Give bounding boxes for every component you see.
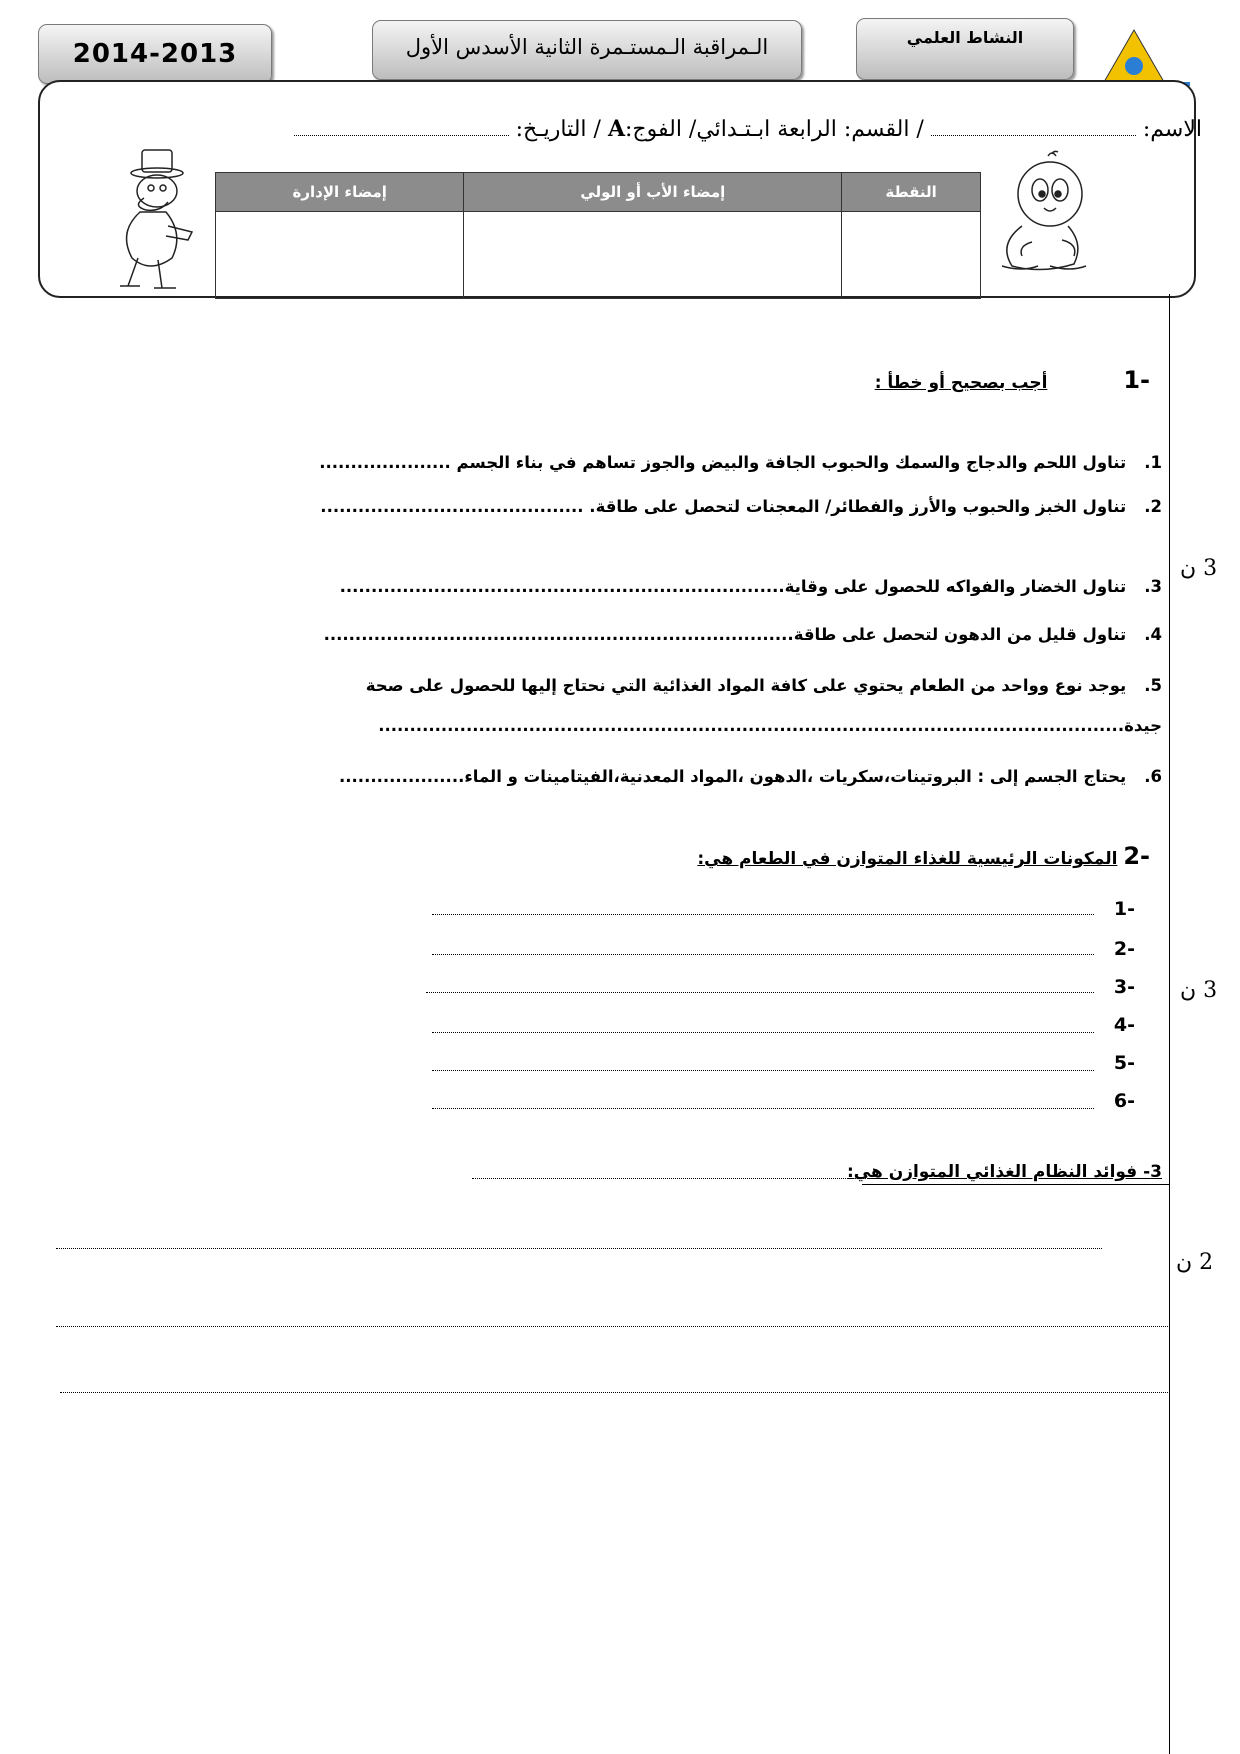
parent-signature-header: إمضاء الأب أو الولي: [464, 173, 842, 212]
q1-item-1: 1. تناول اللحم والدجاج والسمك والحبوب الجافة والبيض والجوز تساهم في بناء الجسم .....................: [319, 453, 1162, 472]
q2-item-4: -4: [1113, 1014, 1135, 1036]
student-info-line: [82, 116, 1202, 142]
question-1-points: 3 ن: [1180, 556, 1218, 581]
date-field[interactable]: [294, 117, 509, 136]
question-2-number: -2: [1123, 842, 1150, 870]
question-2-points: 3 ن: [1180, 978, 1218, 1003]
group-value: A: [607, 116, 626, 142]
q1-item-6: 6. يحتاج الجسم إلى : البروتينات،سكريات ،الدهون ،المواد المعدنية،الفيتامينات و الماء....................: [339, 767, 1162, 786]
q2-answer-line-6[interactable]: [432, 1108, 1094, 1109]
q1-item-5: 5. يوجد نوع وواحد من الطعام يحتوي على كافة المواد الغذائية التي نحتاج إليها للحصول على صحة جيدة.......................................................................................................................: [365, 676, 1162, 735]
q3-answer-line-1[interactable]: [56, 1248, 1102, 1249]
q3-answer-line-2[interactable]: [56, 1326, 1168, 1327]
administration-signature-header: إمضاء الإدارة: [216, 173, 464, 212]
name-field[interactable]: [931, 117, 1136, 136]
q2-item-6: -6: [1113, 1090, 1135, 1112]
question-3-points: 2 ن: [1176, 1250, 1214, 1275]
exam-title-tab: الـمراقبة الـمستـمرة الثانية الأسدس الأول: [372, 20, 802, 80]
question-3-title: 3- فوائد النظام الغذائي المتوازن هي:: [846, 1162, 1162, 1182]
margin-line: [1169, 294, 1170, 1754]
question-1-number: -1: [1123, 366, 1150, 394]
question-1-heading: [875, 366, 1150, 394]
q3-answer-line-3[interactable]: [60, 1392, 1168, 1393]
class-label: / القسم: الرابعة ابـتـدائي/ الفوج:: [625, 117, 924, 142]
q2-item-1: -1: [1113, 898, 1135, 920]
question-1-title: أجب بصحيح أو خطأ :: [874, 373, 1048, 393]
q2-item-3: -3: [1113, 976, 1135, 998]
duck-cartoon-image: [108, 146, 200, 294]
q1-item-3: 3. تناول الخضار والفواكه للحصول على وقاية.......................................................................: [339, 577, 1162, 596]
q2-item-5: -5: [1113, 1052, 1135, 1074]
q2-answer-line-4[interactable]: [432, 1032, 1094, 1033]
question-2-title: المكونات الرئيسية للغذاء المتوازن في الطعام هي:: [697, 849, 1118, 869]
name-label: الاسم:: [1142, 117, 1202, 142]
bird-cartoon-image: [992, 150, 1096, 274]
school-year-tab: 2014-2013: [38, 24, 272, 84]
date-label: / التاريـخ:: [515, 117, 601, 142]
signature-table: [215, 172, 981, 299]
q2-answer-line-1[interactable]: [432, 914, 1094, 915]
q2-item-2: -2: [1113, 938, 1135, 960]
q2-answer-line-2[interactable]: [432, 954, 1094, 955]
parent-signature-cell[interactable]: [464, 212, 842, 299]
q3-answer-line-0[interactable]: [472, 1178, 872, 1179]
q2-answer-line-5[interactable]: [432, 1070, 1094, 1071]
administration-signature-cell[interactable]: [216, 212, 464, 299]
question-2-heading: [697, 842, 1150, 870]
q1-item-2: 2. تناول الخبز والحبوب والأرز والفطائر/ المعجنات لتحصل على طاقة. ..........................................: [320, 497, 1162, 516]
question-3-heading: [847, 1162, 1162, 1182]
q3-underline: [862, 1184, 1170, 1185]
subject-tab: النشاط العلمي: [856, 18, 1074, 80]
q1-item-4: 4. تناول قليل من الدهون لتحصل على طاقة...........................................................................: [323, 625, 1162, 644]
grade-cell[interactable]: [842, 212, 981, 299]
grade-header: النقطة: [842, 173, 981, 212]
q2-answer-line-3[interactable]: [426, 992, 1094, 993]
